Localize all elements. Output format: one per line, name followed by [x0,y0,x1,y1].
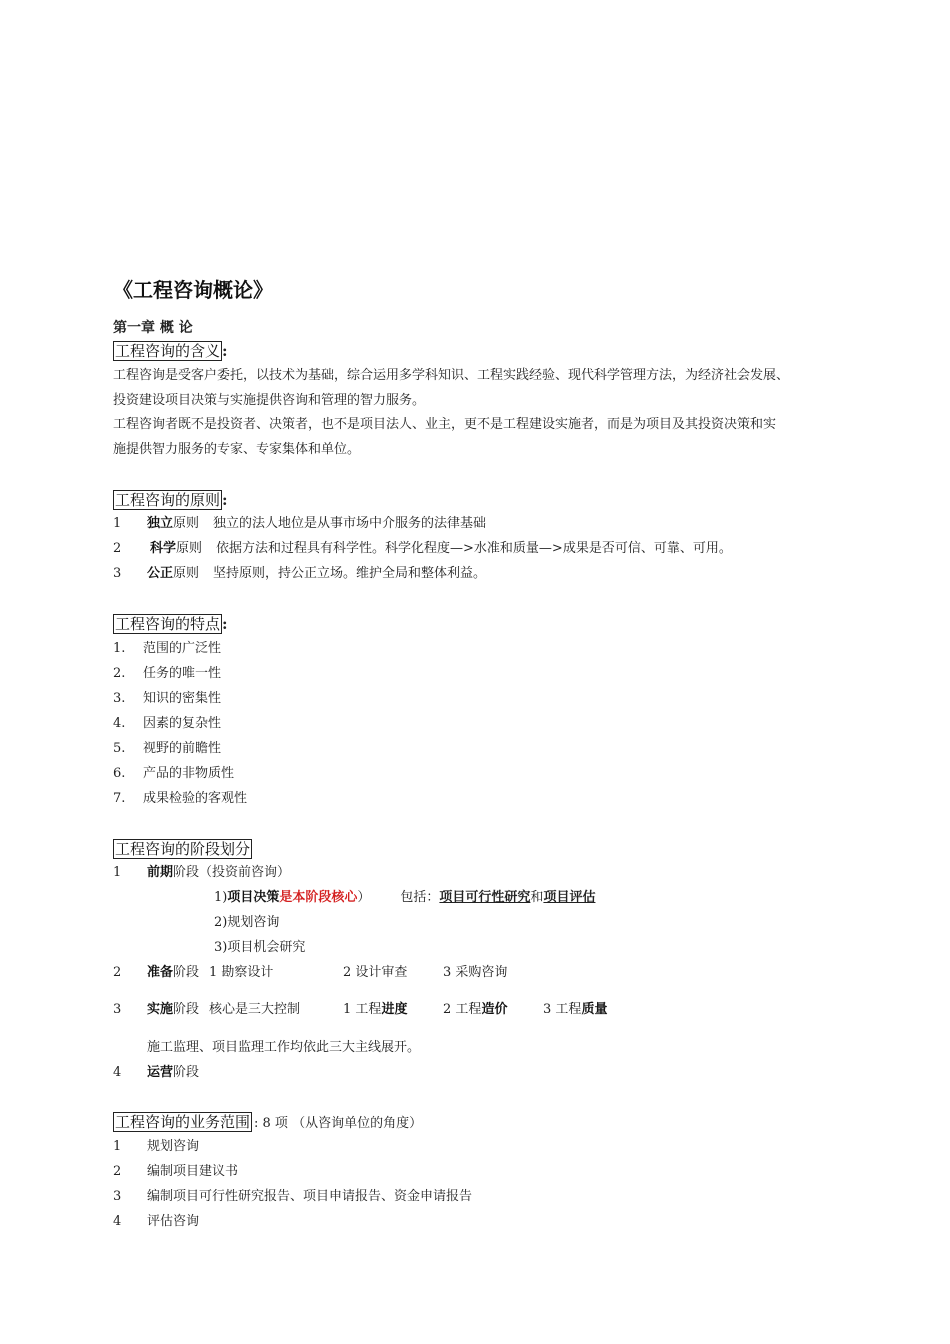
principle-item: 3 公正原则 坚持原则，持公正立场。维护全局和整体利益。 [113,566,487,581]
stage-note: 施工监理、项目监理工作均依此三大主线展开。 [147,1040,421,1055]
principle-item: 2 科学原则 依据方法和过程具有科学性。科学化程度—>水准和质量—>成果是否可信、可靠、可用。 [113,541,732,556]
feature-item: 1. 范围的广泛性 [113,641,222,656]
document-title: 《工程咨询概论》 [113,278,273,302]
stage-item: 3 实施阶段 核心是三大控制 1 工程进度 2 工程造价 3 工程质量 [113,1002,608,1017]
stage-item: 4 运营阶段 [113,1065,200,1080]
scope-item: 3 编制项目可行性研究报告、项目申请报告、资金申请报告 [113,1189,473,1204]
section-scope-heading: 工程咨询的业务范围 : 8 项 （从咨询单位的角度） [115,1113,423,1131]
principle-item: 1 独立原则 独立的法人地位是从事市场中介服务的法律基础 [113,516,487,531]
feature-item: 4. 因素的复杂性 [113,716,222,731]
scope-item: 2 编制项目建议书 [113,1164,239,1179]
definition-paragraph-1b: 投资建设项目决策与实施提供咨询和管理的智力服务。 [113,393,426,408]
chapter-heading: 第一章 概 论 [113,320,193,336]
definition-paragraph-1a: 工程咨询是受客户委托，以技术为基础，综合运用多学科知识、工程实践经验、现代科学管理方法，为经济社会发展、 [113,368,790,383]
scope-item: 4 评估咨询 [113,1214,200,1229]
stage-sub-item: 1)项目决策是本阶段核心） 包括：项目可行性研究和项目评估 [214,890,596,905]
section-principles-title: 工程咨询的原则 [115,491,221,509]
feature-item: 6. 产品的非物质性 [113,766,235,781]
stage-item: 2 准备阶段 1 勘察设计 2 设计审查 3 采购咨询 [113,965,508,980]
stage-item: 1 前期阶段（投资前咨询） [113,865,291,880]
feature-item: 3. 知识的密集性 [113,691,222,706]
section-features-heading: 工程咨询的特点 : [115,615,228,633]
section-stages-heading [113,838,252,859]
section-definition-heading: 工程咨询的含义 : [115,342,228,360]
stage-sub-item: 3)项目机会研究 [214,940,306,955]
section-definition-title: 工程咨询的含义 [115,342,221,360]
section-scope-title: 工程咨询的业务范围 [115,1113,251,1131]
feature-item: 5. 视野的前瞻性 [113,741,222,756]
section-features-title: 工程咨询的特点 [115,615,221,633]
definition-paragraph-2a: 工程咨询者既不是投资者、决策者，也不是项目法人、业主，更不是工程建设实施者，而是为项目及其投资决策和实 [113,417,777,432]
feature-item: 7. 成果检验的客观性 [113,791,248,806]
stage-sub-item: 2)规划咨询 [214,915,280,930]
section-stages-title: 工程咨询的阶段划分 [115,840,251,858]
scope-item: 1 规划咨询 [113,1139,200,1154]
feature-item: 2. 任务的唯一性 [113,666,222,681]
section-principles-heading: 工程咨询的原则 : [115,491,228,509]
definition-paragraph-2b: 施提供智力服务的专家、专家集体和单位。 [113,442,361,457]
